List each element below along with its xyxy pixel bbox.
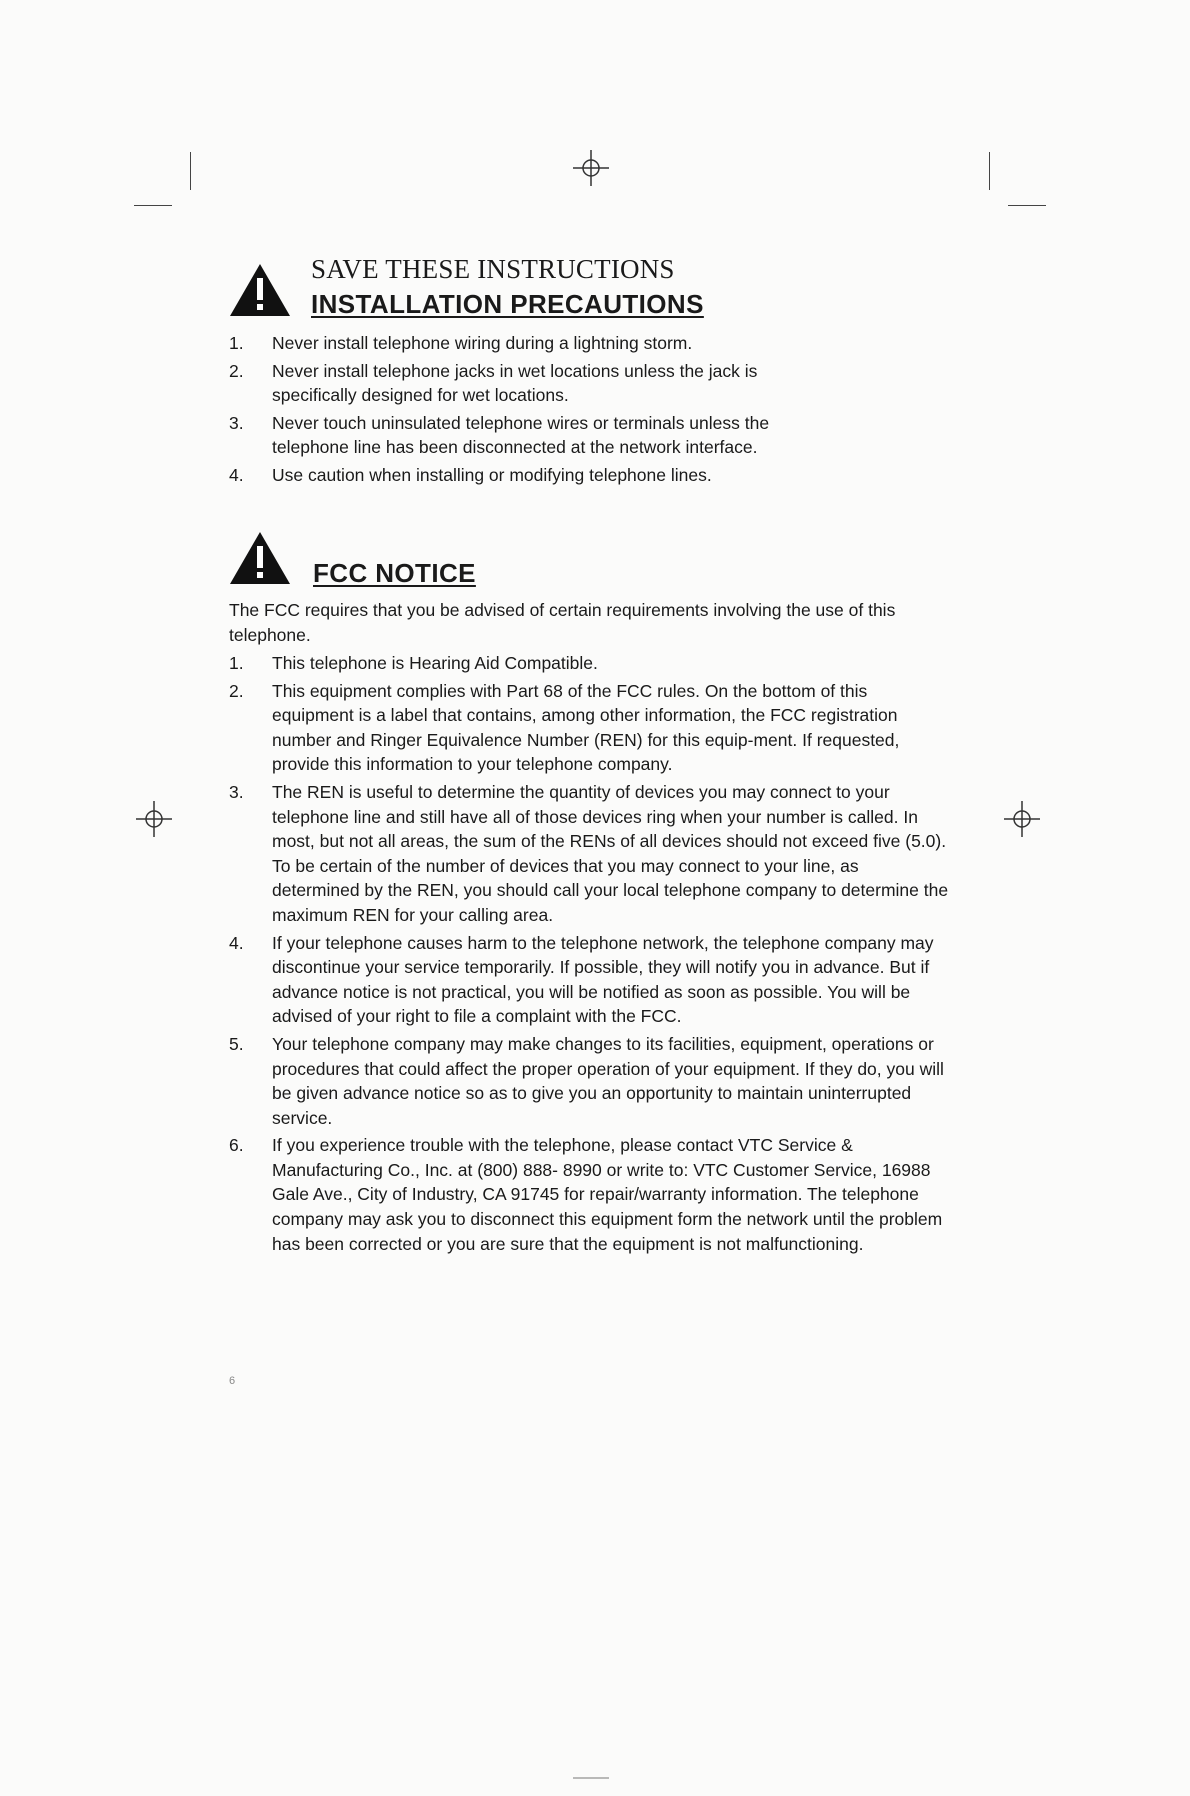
fcc-intro-paragraph: The FCC requires that you be advised of certain requirements involving the use of this telephone. [229, 600, 896, 645]
registration-mark-right [1004, 801, 1040, 837]
registration-mark-left [136, 801, 172, 837]
list-item: 3. The REN is useful to determine the quantity of devices you may connect to your telephone line and still have all of those devices ring when your number is called. In most, but not all areas, the sum of the RENs of all devices should not exceed five (5.0). To be certain of the number of devices that you may connect to your line, as determined by the REN, you should call your local telephone company to determine the maximum REN for your calling area. [229, 781, 949, 925]
fcc-notice-list [229, 651, 949, 1259]
list-item: 5. Your telephone company may make changes to its facilities, equipment, operations or procedures that could affect the proper operation of your equipment. If they do, you will be given advance notice so as to give you an opportunity to maintain uninterrupted service. [229, 1033, 944, 1128]
list-item: 1. Never install telephone wiring during a lightning storm. [229, 333, 693, 353]
list-item: 4. If your telephone causes harm to the telephone network, the telephone company may discontinue your service temporarily. If possible, they will notify you in advance. But if advance notice is not practical, you will be notified as soon as possible. You will be advised of your right to file a complaint with the FCC. [229, 932, 934, 1027]
fcc-notice-heading: FCC NOTICE [313, 558, 476, 588]
crop-mark-left-vertical [190, 152, 191, 190]
installation-precautions-heading: INSTALLATION PRECAUTIONS [311, 289, 704, 319]
warning-triangle-icon [228, 530, 292, 586]
registration-mark-top [573, 150, 609, 186]
save-instructions-title: SAVE THESE INSTRUCTIONS [311, 254, 675, 284]
list-item: 1. This telephone is Hearing Aid Compatible. [229, 653, 598, 673]
page-number: 6 [229, 1375, 236, 1387]
crop-mark-right-vertical [989, 152, 990, 190]
installation-precautions-list [229, 331, 829, 491]
list-item: 6. If you experience trouble with the telephone, please contact VTC Service & Manufacturing Co., Inc. at (800) 888- 8990 or write to: VTC Customer Service, 16988 Gale Ave., City of Industry, CA 91745 for repair/warranty information. The telephone company may ask you to disconnect this equipment form the network until the problem has been corrected or you are sure that the equipment is not malfunctioning. [229, 1135, 943, 1254]
crop-mark-right-horizontal [1008, 205, 1046, 206]
warning-triangle-icon [228, 262, 292, 318]
list-item: 3. Never touch uninsulated telephone wires or terminals unless the telephone line has been disconnected at the network interface. [229, 412, 770, 458]
crop-mark-left-horizontal [134, 205, 172, 206]
registration-mark-bottom [573, 1760, 609, 1796]
list-item: 2. Never install telephone jacks in wet locations unless the jack is specifically designed for wet locations. [229, 360, 758, 406]
list-item: 2. This equipment complies with Part 68 of the FCC rules. On the bottom of this equipment is a label that contains, among other information, the FCC registration number and Ringer Equivalence Number (REN) for this equip-ment. If requested, provide this information to your telephone company. [229, 680, 900, 775]
list-item: 4. Use caution when installing or modifying telephone lines. [229, 464, 712, 485]
